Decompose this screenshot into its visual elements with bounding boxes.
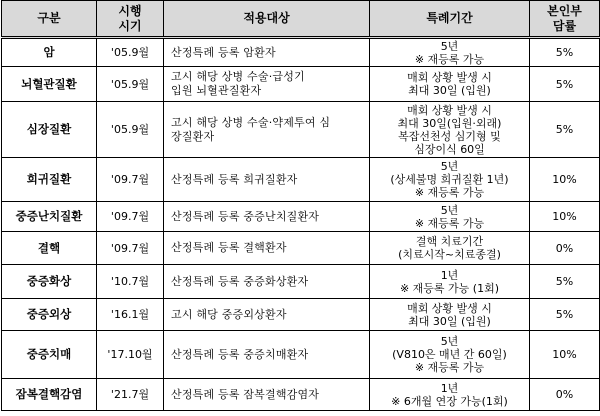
header-copay-line2: 담률 bbox=[552, 18, 577, 33]
period-line: 매회 상황 발생 시 bbox=[407, 301, 492, 315]
cell-target bbox=[164, 299, 370, 331]
cell-target bbox=[164, 38, 370, 67]
target-line: 고시 해당 중증외상환자 bbox=[171, 307, 287, 321]
target-line: 산정특례 등록 암환자 bbox=[171, 45, 276, 59]
cell-target bbox=[164, 158, 370, 202]
header-period: 특례기간 bbox=[370, 1, 530, 38]
cell-period bbox=[370, 265, 530, 299]
cell-category: 잠복결핵감염 bbox=[2, 379, 97, 411]
cell-category: 중증난치질환 bbox=[2, 202, 97, 232]
cell-date: '21.7월 bbox=[97, 379, 164, 411]
cell-date: '09.7월 bbox=[97, 202, 164, 232]
cell-period bbox=[370, 158, 530, 202]
cell-category: 암 bbox=[2, 38, 97, 67]
cell-category: 중증치매 bbox=[2, 331, 97, 379]
period-line: 5년 bbox=[440, 160, 459, 173]
cell-category: 뇌혈관질환 bbox=[2, 67, 97, 102]
cell-period bbox=[370, 38, 530, 67]
period-line: (상세불명 희귀질환 1년) bbox=[390, 173, 509, 186]
target-line: 산정특례 등록 중증치매환자 bbox=[171, 347, 309, 361]
period-line: 5년 bbox=[440, 335, 459, 348]
period-line: 1년 bbox=[440, 268, 459, 282]
cell-date: '09.7월 bbox=[97, 158, 164, 202]
cell-ratio: 5% bbox=[530, 102, 600, 158]
period-line: 최대 30일 (입원) bbox=[408, 84, 491, 97]
cell-date: '05.9월 bbox=[97, 38, 164, 67]
header-copay bbox=[530, 1, 600, 38]
cell-ratio: 5% bbox=[530, 67, 600, 102]
header-start-time-line1: 시행 bbox=[118, 3, 142, 18]
period-line: 매회 상황 발생 시 bbox=[407, 103, 492, 117]
cell-date: '17.10월 bbox=[97, 331, 164, 379]
period-line: ※ 6개월 연장 가능(1회) bbox=[391, 394, 508, 408]
cell-ratio: 0% bbox=[530, 232, 600, 265]
header-row bbox=[2, 1, 600, 38]
cell-target bbox=[164, 232, 370, 265]
table-row bbox=[2, 379, 600, 411]
target-line: 산정특례 등록 중증난치질환자 bbox=[171, 209, 320, 223]
cell-ratio: 10% bbox=[530, 202, 600, 232]
target-line: 고시 해당 상병 수술·약제투여 심 bbox=[171, 115, 331, 129]
special-calculation-table bbox=[1, 0, 600, 411]
header-start-time-line2: 시기 bbox=[118, 18, 142, 33]
period-line: 최대 30일(입원·외래) bbox=[397, 116, 502, 130]
period-line: 5년 bbox=[440, 203, 459, 217]
header-target: 적용대상 bbox=[164, 1, 370, 38]
cell-target bbox=[164, 67, 370, 102]
cell-target bbox=[164, 202, 370, 232]
cell-period bbox=[370, 379, 530, 411]
cell-ratio: 0% bbox=[530, 379, 600, 411]
period-line: 매회 상황 발생 시 bbox=[407, 71, 492, 84]
table-body bbox=[2, 38, 600, 411]
period-line: ※ 재등록 가능 bbox=[414, 186, 485, 199]
table-row bbox=[2, 331, 600, 379]
cell-date: '05.9월 bbox=[97, 102, 164, 158]
target-line: 산정특례 등록 결핵환자 bbox=[171, 241, 287, 254]
period-line: 결핵 치료기간 bbox=[415, 235, 484, 248]
cell-ratio: 5% bbox=[530, 38, 600, 67]
cell-period bbox=[370, 331, 530, 379]
period-line: ※ 재등록 가능 (1회) bbox=[399, 281, 500, 295]
period-line: (치료시작~치료종결) bbox=[398, 248, 501, 261]
cell-target bbox=[164, 265, 370, 299]
cell-ratio: 5% bbox=[530, 299, 600, 331]
cell-category: 심장질환 bbox=[2, 102, 97, 158]
table-row bbox=[2, 158, 600, 202]
period-line: 복잡선천성 심기형 및 bbox=[398, 129, 501, 143]
cell-date: '16.1월 bbox=[97, 299, 164, 331]
cell-date: '10.7월 bbox=[97, 265, 164, 299]
target-line: 산정특례 등록 중증화상환자 bbox=[171, 274, 309, 288]
header-category: 구분 bbox=[2, 1, 97, 38]
header-start-time bbox=[97, 1, 164, 38]
cell-target bbox=[164, 331, 370, 379]
cell-target bbox=[164, 102, 370, 158]
table-row bbox=[2, 232, 600, 265]
period-line: 심장이식 60일 bbox=[414, 142, 485, 156]
cell-category: 결핵 bbox=[2, 232, 97, 265]
table-row bbox=[2, 102, 600, 158]
target-line: 고시 해당 상병 수술·급성기 bbox=[171, 70, 305, 83]
cell-period bbox=[370, 299, 530, 331]
period-line: ※ 재등록 가능 bbox=[414, 361, 485, 374]
cell-ratio: 5% bbox=[530, 265, 600, 299]
table-row bbox=[2, 67, 600, 102]
cell-period bbox=[370, 202, 530, 232]
cell-period bbox=[370, 67, 530, 102]
cell-target bbox=[164, 379, 370, 411]
cell-ratio: 10% bbox=[530, 158, 600, 202]
target-line: 산정특례 등록 잠복결핵감염자 bbox=[171, 387, 320, 401]
period-line: 최대 30일 (입원) bbox=[408, 314, 491, 328]
header-copay-line1: 본인부 bbox=[547, 3, 582, 18]
cell-date: '09.7월 bbox=[97, 232, 164, 265]
period-line: ※ 재등록 가능 bbox=[414, 52, 485, 66]
table-row bbox=[2, 299, 600, 331]
cell-category: 중증화상 bbox=[2, 265, 97, 299]
table-row bbox=[2, 202, 600, 232]
period-line: 5년 bbox=[440, 39, 459, 53]
target-line: 산정특례 등록 희귀질환자 bbox=[171, 172, 298, 186]
target-line: 장질환자 bbox=[171, 129, 215, 143]
cell-period bbox=[370, 102, 530, 158]
cell-ratio: 10% bbox=[530, 331, 600, 379]
period-line: 1년 bbox=[440, 381, 459, 395]
cell-category: 희귀질환 bbox=[2, 158, 97, 202]
table-row bbox=[2, 38, 600, 67]
target-line: 입원 뇌혈관질환자 bbox=[171, 84, 262, 97]
table-row bbox=[2, 265, 600, 299]
cell-category: 중증외상 bbox=[2, 299, 97, 331]
period-line: ※ 재등록 가능 bbox=[414, 216, 485, 230]
cell-date: '05.9월 bbox=[97, 67, 164, 102]
cell-period bbox=[370, 232, 530, 265]
period-line: (V810은 매년 간 60일) bbox=[392, 348, 507, 361]
